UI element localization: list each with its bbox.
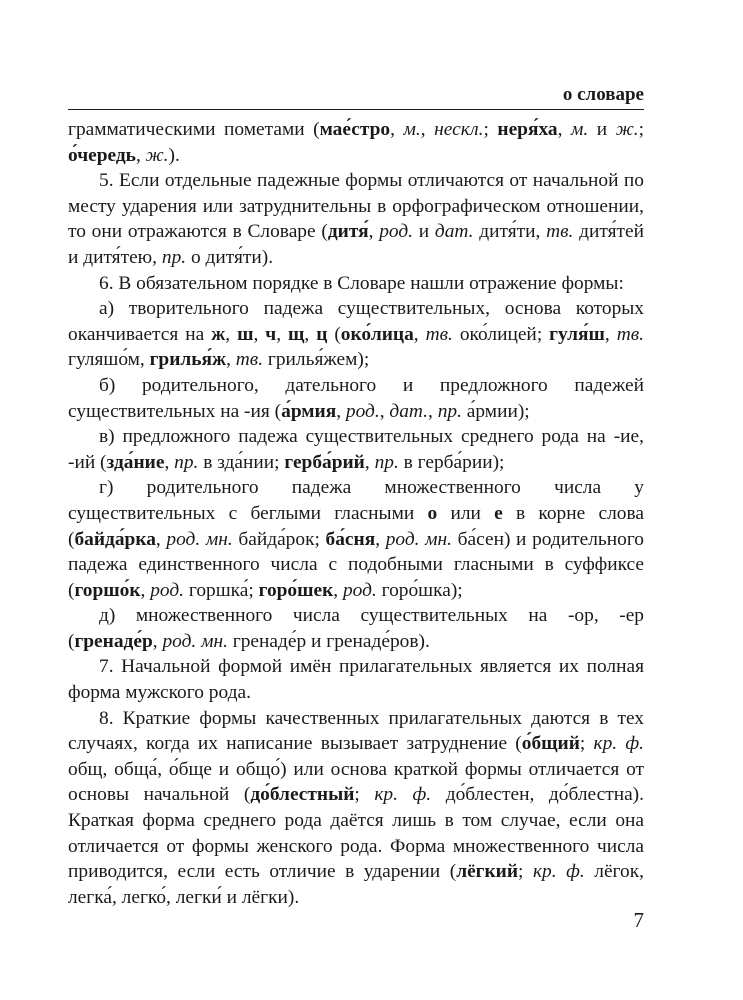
page-number: 7 — [633, 908, 644, 932]
text-run: , — [225, 323, 238, 345]
paragraph — [68, 168, 644, 270]
bold-headword: гуля́ш — [549, 323, 605, 345]
text-run: горо́шка); — [376, 579, 463, 601]
text-run: , — [333, 579, 343, 601]
text-run: общ, обща́, о́бще и общо́) или основа краткой формы отличается от основы начальной ( — [68, 758, 644, 806]
text-run: ). — [168, 144, 180, 166]
text-run: 5. Если отдельные падежные формы отличаются от начальной по месту ударения или затруднительны в орфографическом отношении, то они отражаются в Словаре ( — [68, 170, 644, 243]
text-run: байда́рок; — [232, 528, 326, 550]
text-run: дитя́ти, — [473, 221, 547, 243]
text-run: а́рмии); — [461, 400, 530, 422]
text-run: о дитя́ти). — [186, 246, 274, 268]
text-run: и — [413, 221, 435, 243]
italic-label: пр. — [161, 246, 187, 268]
text-run: д) множественного числа существительных на -ор, -ер ( — [68, 605, 644, 652]
bold-headword: о́бщий — [521, 733, 580, 755]
bold-headword: о — [427, 502, 438, 524]
paragraph — [68, 296, 644, 373]
italic-label: нескл. — [434, 119, 484, 140]
text-run: , — [364, 451, 375, 473]
text-run: и — [588, 119, 616, 140]
bold-headword: до́блестный — [250, 784, 355, 806]
text-run: , — [413, 323, 426, 345]
text-run: , — [557, 119, 572, 140]
text-run: , — [375, 528, 386, 550]
text-run: в корне слова ( — [68, 502, 644, 550]
text-run: ; — [518, 861, 533, 883]
text-run: око́лицей; — [452, 323, 550, 345]
text-run: , — [135, 144, 146, 166]
bold-headword: горо́шек — [258, 579, 334, 601]
italic-label: род. — [150, 579, 185, 601]
text-run: гренаде́р и гренаде́ров). — [227, 630, 430, 652]
bold-headword: а́рмия — [281, 400, 337, 422]
text-run: , — [276, 323, 288, 345]
italic-label: род. — [345, 400, 380, 422]
italic-label: род. мн. — [385, 528, 452, 550]
header-rule — [68, 109, 644, 110]
italic-label: кр. ф. — [593, 733, 644, 755]
italic-label: дат. — [389, 400, 428, 422]
text-run: г) родительного падежа множественного числа у существительных с беглыми гласными — [68, 477, 644, 524]
text-run: лёгок, легка́, легко́, легки́ и лёгки). — [68, 861, 644, 908]
text-run: , — [140, 579, 151, 601]
italic-label: м. — [571, 119, 589, 140]
text-run: , — [390, 119, 404, 140]
text-run: грилья́жем); — [263, 349, 370, 371]
italic-label: пр. — [437, 400, 462, 422]
bold-headword: гренаде́р — [74, 630, 153, 652]
text-run: в герба́рии); — [398, 451, 505, 473]
text-run: ба́сен) и родительного падежа единственного числа с подобными гласными в суффиксе ( — [68, 528, 644, 601]
text-run: , — [226, 349, 236, 371]
italic-label: пр. — [174, 451, 199, 473]
bold-headword: мае́стро — [319, 119, 391, 140]
text-run: , — [604, 323, 617, 345]
bold-headword: око́лица — [340, 323, 414, 345]
text-run: 6. В обязательном порядке в Словаре нашли отражение формы: — [99, 272, 624, 294]
italic-label: род. — [342, 579, 377, 601]
italic-label: м. — [403, 119, 421, 140]
italic-label: ж. — [145, 144, 169, 166]
text-run: грамматическими пометами ( — [68, 119, 320, 140]
bold-headword: о́чередь — [68, 144, 136, 166]
bold-headword: щ — [288, 323, 305, 345]
bold-headword: горшо́к — [74, 579, 141, 601]
text-run: ( — [327, 323, 341, 345]
italic-label: тв. — [235, 349, 264, 371]
bold-headword: ц — [316, 323, 328, 345]
bold-headword: неря́ха — [497, 119, 558, 140]
text-run: ; — [354, 784, 375, 806]
italic-label: род. — [379, 221, 414, 243]
text-run: 7. Начальной формой имён прилагательных является их полная форма мужского рода. — [68, 656, 644, 704]
text-run: горшка́; — [184, 579, 259, 601]
italic-label: кр. ф. — [374, 784, 432, 806]
text-run: б) родительного, дательного и предложного падежей существительных на -ия ( — [68, 374, 644, 422]
text-run: 8. Краткие формы качественных прилагательных даются в тех случаях, когда их написание вызывает затруднение ( — [68, 707, 644, 755]
bold-headword: ж — [211, 323, 226, 345]
bold-headword: ба́сня — [325, 528, 376, 550]
italic-label: род. мн. — [166, 528, 233, 550]
text-run: или — [437, 502, 495, 524]
bold-headword: ч — [265, 323, 277, 345]
text-run: до́блестен, до́блестна). Краткая форма среднего рода даётся лишь в том случае, если она отличается от формы женского рода. Форма множественного числа приводится, если есть отличие в ударении ( — [68, 784, 644, 883]
text-run: , — [420, 119, 435, 140]
text-run: в зда́нии; — [198, 451, 285, 473]
bold-headword: байда́рка — [74, 528, 156, 550]
text-run: ; — [638, 119, 644, 140]
text-run: а) творительного падежа существительных, основа которых оканчивается на — [68, 298, 644, 345]
running-header: о словаре — [562, 84, 644, 105]
paragraph — [68, 117, 644, 168]
paragraph — [68, 706, 644, 911]
text-run: , — [427, 400, 438, 422]
bold-headword: грилья́ж — [149, 349, 227, 371]
text-run: , — [152, 630, 163, 652]
paragraph — [68, 271, 644, 297]
bold-headword: герба́рий — [284, 451, 365, 473]
text-run: , — [336, 400, 346, 422]
paragraph — [68, 475, 644, 603]
text-run: гуляшо́м, — [68, 349, 150, 371]
paragraph — [68, 603, 644, 654]
italic-label: ж. — [615, 119, 639, 140]
italic-label: тв. — [546, 221, 574, 243]
text-run: , — [379, 400, 390, 422]
text-run: , — [253, 323, 266, 345]
text-run: , — [368, 221, 380, 243]
italic-label: кр. ф. — [532, 861, 585, 883]
italic-label: дат. — [434, 221, 474, 243]
page-body — [68, 117, 644, 910]
text-run: , — [164, 451, 175, 473]
text-run: в) предложного падежа существительных среднего рода на -ие, -ий ( — [68, 426, 644, 473]
italic-label: тв. — [616, 323, 645, 345]
italic-label: род. мн. — [162, 630, 228, 652]
italic-label: пр. — [374, 451, 399, 473]
text-run: ; — [483, 119, 498, 140]
text-run: , — [304, 323, 317, 345]
paragraph — [68, 424, 644, 475]
bold-headword: ш — [237, 323, 254, 345]
bold-headword: дитя́ — [327, 221, 369, 243]
italic-label: тв. — [425, 323, 453, 345]
paragraph — [68, 654, 644, 705]
text-run: , — [155, 528, 167, 550]
text-run: дитя́тей и дитя́тею, — [68, 221, 645, 268]
paragraph — [68, 373, 644, 424]
bold-headword: е — [494, 502, 503, 524]
bold-headword: зда́ние — [106, 451, 165, 473]
bold-headword: лёгкий — [456, 861, 518, 883]
text-run: ; — [579, 733, 594, 755]
